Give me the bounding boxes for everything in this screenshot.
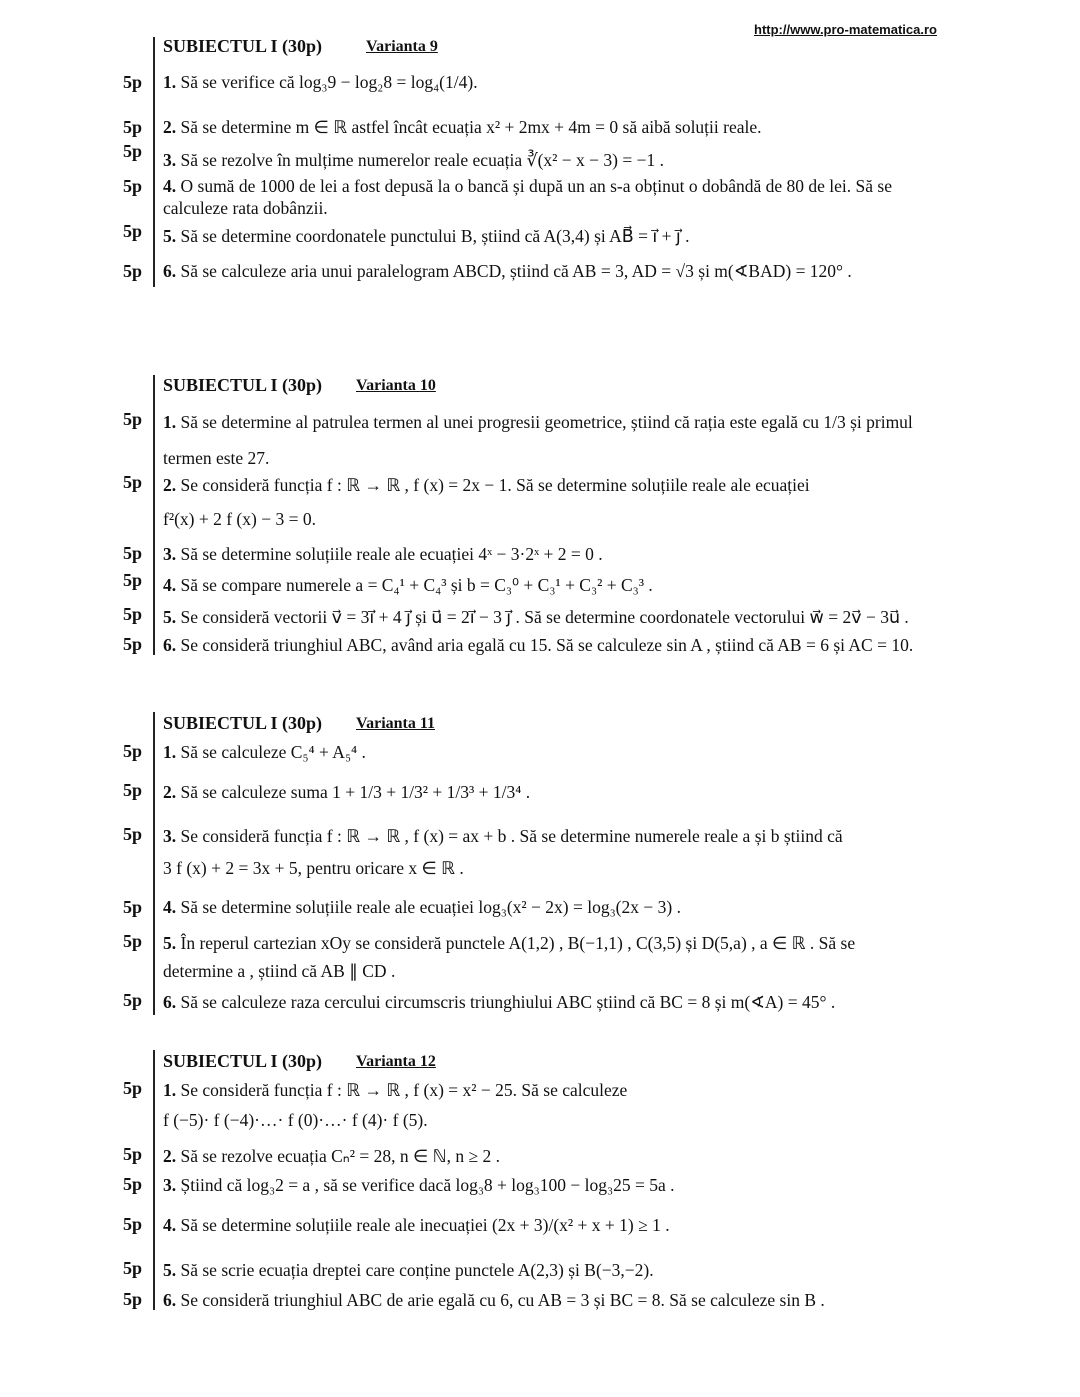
- problem-points: 5p: [123, 990, 143, 1010]
- section-divider-line: [153, 1050, 155, 1310]
- problem-text: [163, 933, 855, 954]
- problem-statement: Știind că log₃2 = a , să se verifice dacă log₃8 + log₃100 − log₃25 = 5a .: [180, 1175, 675, 1195]
- problem-statement: calculeze rata dobânzii.: [163, 198, 328, 218]
- problem-text: [163, 1110, 428, 1131]
- section-divider-line: [153, 712, 155, 1015]
- problem-text: [163, 897, 681, 918]
- problem-statement: Să se determine soluțiile reale ale ecuației log₃(x² − 2x) = log₃(2x − 3) .: [180, 897, 681, 917]
- problem-number: 4.: [163, 1215, 177, 1235]
- problem-number: 1.: [163, 742, 177, 762]
- variant-label: Varianta 10: [356, 377, 436, 394]
- problem-points: 5p: [123, 1258, 143, 1278]
- problem-number: 3.: [163, 826, 177, 846]
- problem-text: [163, 176, 892, 197]
- problem-statement: Să se verifice că log₃9 − log₂8 = log₄(1/4).: [180, 72, 478, 92]
- problem-points: 5p: [123, 141, 143, 161]
- problem-points: 5p: [123, 472, 143, 492]
- problem-points: 5p: [123, 72, 143, 92]
- problem-text: [163, 198, 328, 219]
- problem-text: [163, 961, 395, 982]
- problem-points: 5p: [123, 931, 143, 951]
- section-divider-line: [153, 375, 155, 655]
- problem-statement: f (−5)· f (−4)·…· f (0)·…· f (4)· f (5).: [163, 1110, 428, 1130]
- problem-points: 5p: [123, 176, 143, 196]
- problem-text: [163, 575, 653, 596]
- problem-points: 5p: [123, 570, 143, 590]
- problem-points: 5p: [123, 543, 143, 563]
- problem-points: 5p: [123, 1174, 143, 1194]
- problem-number: 6.: [163, 261, 177, 281]
- problem-text: [163, 412, 913, 433]
- problem-statement: Se consideră funcția f : ℝ → ℝ , f (x) = 2x − 1. Să se determine soluțiile reale ale ecuației: [180, 475, 810, 495]
- problem-number: 3.: [163, 544, 177, 564]
- problem-text: [163, 1260, 654, 1281]
- problem-statement: Să se determine soluțiile reale ale ecuației 4ˣ − 3·2ˣ + 2 = 0 .: [180, 544, 603, 564]
- problem-statement: În reperul cartezian xOy se consideră punctele A(1,2) , B(−1,1) , C(3,5) și D(5,a) , a ∈ ℝ . Să se: [180, 933, 856, 953]
- problem-number: 5.: [163, 1260, 177, 1280]
- problem-text: [163, 1175, 674, 1196]
- problem-number: 6.: [163, 992, 177, 1012]
- problem-statement: 3 f (x) + 2 = 3x + 5, pentru oricare x ∈ ℝ .: [163, 858, 464, 878]
- problem-points: 5p: [123, 1289, 143, 1309]
- problem-text: [163, 72, 478, 93]
- problem-statement: Să se determine soluțiile reale ale inecuației (2x + 3)/(x² + x + 1) ≥ 1 .: [180, 1215, 670, 1235]
- problem-points: 5p: [123, 1078, 143, 1098]
- problem-number: 3.: [163, 1175, 177, 1195]
- problem-text: [163, 226, 690, 247]
- problem-number: 5.: [163, 226, 177, 246]
- problem-statement: Să se calculeze aria unui paralelogram ABCD, știind că AB = 3, AD = √3 și m(∢BAD) = 120° .: [180, 261, 852, 281]
- problem-text: [163, 635, 913, 656]
- problem-text: [163, 1215, 670, 1236]
- problem-text: [163, 150, 664, 171]
- section-divider-line: [153, 37, 155, 287]
- problem-points: 5p: [123, 261, 143, 281]
- problem-statement: Să se calculeze C₅⁴ + A₅⁴ .: [180, 742, 366, 762]
- problem-text: [163, 544, 603, 565]
- problem-statement: Se consideră triunghiul ABC de arie egală cu 6, cu AB = 3 și BC = 8. Să se calculeze sin B .: [180, 1290, 825, 1310]
- problem-text: [163, 858, 464, 879]
- problem-statement: Să se calculeze suma 1 + 1/3 + 1/3² + 1/3³ + 1/3⁴ .: [180, 782, 531, 802]
- problem-points: 5p: [123, 117, 143, 137]
- problem-text: [163, 509, 316, 530]
- problem-number: 2.: [163, 475, 177, 495]
- problem-text: [163, 607, 909, 628]
- problem-number: 5.: [163, 607, 177, 627]
- problem-text: [163, 742, 366, 763]
- problem-text: [163, 1080, 627, 1101]
- problem-text: [163, 1146, 500, 1167]
- section-title: SUBIECTUL I (30p): [163, 375, 323, 395]
- problem-statement: Se consideră funcția f : ℝ → ℝ , f (x) = x² − 25. Să se calculeze: [180, 1080, 628, 1100]
- problem-points: 5p: [123, 741, 143, 761]
- problem-text: [163, 782, 530, 803]
- problem-statement: Să se determine al patrulea termen al unei progresii geometrice, știind că rația este egală cu 1/3 și primul: [180, 412, 913, 432]
- problem-number: 1.: [163, 1080, 177, 1100]
- problem-number: 6.: [163, 1290, 177, 1310]
- variant-label: Varianta 12: [356, 1053, 436, 1070]
- problem-points: 5p: [123, 1144, 143, 1164]
- problem-text: [163, 826, 843, 847]
- problem-number: 2.: [163, 1146, 177, 1166]
- problem-text: [163, 261, 852, 282]
- problem-statement: Să se rezolve ecuația Cₙ² = 28, n ∈ ℕ, n ≥ 2 .: [180, 1146, 500, 1166]
- problem-number: 5.: [163, 933, 177, 953]
- problem-statement: Se consideră funcția f : ℝ → ℝ , f (x) = ax + b . Să se determine numerele reale a și b știind că: [180, 826, 843, 846]
- problem-statement: f²(x) + 2 f (x) − 3 = 0.: [163, 509, 316, 529]
- variant-label: Varianta 11: [356, 715, 435, 732]
- problem-number: 1.: [163, 412, 177, 432]
- problem-text: [163, 1290, 825, 1311]
- header-url[interactable]: http://www.pro-matematica.ro: [754, 22, 937, 37]
- problem-statement: Să se calculeze raza cercului circumscris triunghiului ABC știind că BC = 8 și m(∢A) = 45° .: [180, 992, 836, 1012]
- problem-number: 4.: [163, 176, 177, 196]
- problem-statement: O sumă de 1000 de lei a fost depusă la o bancă și după un an s-a obținut o dobândă de 80 de lei. Să se: [180, 176, 892, 196]
- problem-points: 5p: [123, 634, 143, 654]
- problem-statement: Se consideră vectorii v⃗ = 3i⃗ + 4 j⃗ și u⃗ = 2i⃗ − 3 j⃗ . Să se determine coordonatele vectorului w⃗ = 2v⃗ − 3u⃗ .: [180, 607, 909, 627]
- problem-statement: Să se compare numerele a = C₄¹ + C₄³ și b = C₃⁰ + C₃¹ + C₃² + C₃³ .: [180, 575, 653, 595]
- problem-number: 2.: [163, 782, 177, 802]
- section-title: SUBIECTUL I (30p): [163, 713, 323, 733]
- problem-number: 2.: [163, 117, 177, 137]
- problem-points: 5p: [123, 221, 143, 241]
- problem-statement: Să se determine m ∈ ℝ astfel încât ecuația x² + 2mx + 4m = 0 să aibă soluții reale.: [180, 117, 762, 137]
- problem-number: 4.: [163, 575, 177, 595]
- problem-points: 5p: [123, 1214, 143, 1234]
- problem-text: [163, 448, 269, 469]
- problem-points: 5p: [123, 780, 143, 800]
- section-title: SUBIECTUL I (30p): [163, 1051, 323, 1071]
- problem-statement: Să se scrie ecuația dreptei care conține punctele A(2,3) și B(−3,−2).: [180, 1260, 654, 1280]
- problem-number: 6.: [163, 635, 177, 655]
- variant-label: Varianta 9: [366, 38, 438, 55]
- problem-statement: Să se rezolve în mulțime numerelor reale ecuația ∛(x² − x − 3) = −1 .: [180, 150, 664, 170]
- problem-text: [163, 117, 762, 138]
- problem-number: 3.: [163, 150, 177, 170]
- problem-statement: Să se determine coordonatele punctului B, știind că A(3,4) și AB⃗ = i⃗ + j⃗ .: [180, 226, 690, 246]
- problem-statement: determine a , știind că AB ∥ CD .: [163, 961, 396, 981]
- problem-points: 5p: [123, 409, 143, 429]
- problem-statement: Se consideră triunghiul ABC, având aria egală cu 15. Să se calculeze sin A , știind că AB = 6 și AC = 10.: [180, 635, 914, 655]
- problem-text: [163, 992, 835, 1013]
- section-title: SUBIECTUL I (30p): [163, 36, 323, 56]
- problem-points: 5p: [123, 604, 143, 624]
- problem-text: [163, 475, 810, 496]
- problem-points: 5p: [123, 897, 143, 917]
- problem-number: 4.: [163, 897, 177, 917]
- problem-statement: termen este 27.: [163, 448, 270, 468]
- problem-number: 1.: [163, 72, 177, 92]
- problem-points: 5p: [123, 824, 143, 844]
